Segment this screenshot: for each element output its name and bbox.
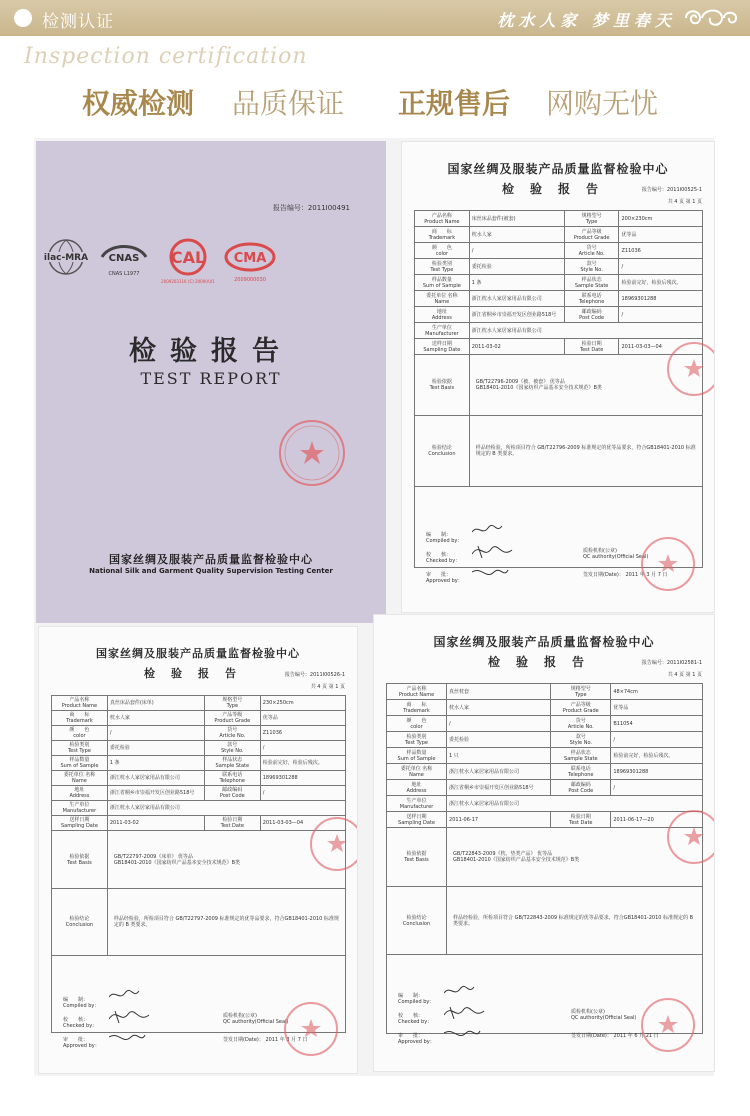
table-label-cell: 样品状态 Sample State [551,748,611,764]
report-number: 报告编号：2011I00525-1 [641,187,702,193]
report-info-table [414,210,703,568]
table-label-cell: 送样日期 Sampling Date [387,812,447,828]
table-value-cell: 230×250cm [260,696,345,711]
table-row [387,887,703,955]
official-seal-icon [638,534,698,594]
table-value-cell: / [107,726,204,741]
table-label-cell: 地址 Address [52,786,108,801]
checked-by-label: 校 核： Checked by： [398,1013,433,1025]
cal-logo-icon [158,237,218,291]
table-row [387,732,703,748]
table-label-cell: 检验日期 Test Date [204,816,260,831]
table-value-cell: 优等品 [611,700,703,716]
table-value-cell: 200×230cm [619,211,703,227]
official-seal-icon [664,807,715,867]
table-row [415,243,703,259]
table-row [387,700,703,716]
checked-by-label: 校 核： Checked by： [63,1017,98,1029]
handwritten-signature-icon [109,1009,153,1027]
table-label-cell: 商 标 Trademark [387,700,447,716]
table-label-cell: 邮政编码 Post Code [204,786,260,801]
table-row [52,741,346,756]
table-label-cell: 地址 Address [415,307,470,323]
table-label-cell: 商 标 Trademark [52,711,108,726]
table-value-cell: 优等品 [619,227,703,243]
handwritten-signature-icon [472,566,516,584]
table-label-cell: 规格型号 Type [204,696,260,711]
table-value-cell: 样品经检验，所检项目符合 GB/T22843-2009 标准规定的优等品要求，符合GB18401-2010 标准规定的 B 类要求。 [447,887,703,955]
table-value-cell: 枕水人家 [447,700,551,716]
table-label-cell: 邮政编码 Post Code [551,780,611,796]
table-value-cell: 浙江省桐乡市崇福开发区创业路518号 [107,786,204,801]
table-value-cell: / [469,243,564,259]
header-banner [0,0,750,36]
table-value-cell: 18969301288 [619,291,703,307]
table-label-cell: 样品数量 Sum of Sample [52,756,108,771]
table-label-cell: 样品数量 Sum of Sample [415,275,470,291]
table-value-cell: / [260,741,345,756]
table-label-cell: 货号 Article No. [564,243,619,259]
table-value-cell: 委托检验 [107,741,204,756]
table-value-cell: 2011-03-03—04 [619,339,703,355]
table-label-cell: 款号 Style No. [204,741,260,756]
ilac-mra-logo-icon [42,237,90,285]
table-value-cell: / [611,780,703,796]
official-seal-icon [638,995,698,1055]
report-page-number: 共 4 页 第 1 页 [667,672,702,678]
sign-date: 签发日期(Date)： 2011 年 3 月 7 日 [583,572,668,578]
table-label-cell: 生产单位 Manufacturer [52,801,108,816]
table-label-cell: 款号 Style No. [551,732,611,748]
script-subtitle: Inspection certification [24,44,308,69]
table-value-cell: 2011-06-17—20 [611,812,703,828]
table-label-cell: 联系电话 Telephone [564,291,619,307]
table-value-cell: 优等品 [260,711,345,726]
table-label-cell: 生产单位 Manufacturer [387,796,447,812]
table-label-cell: 样品状态 Sample State [564,275,619,291]
table-row [52,756,346,771]
table-label-cell: 送样日期 Sampling Date [52,816,108,831]
ilac-logo-text: ilac-MRA [43,253,89,263]
table-label-cell: 规格型号 Type [564,211,619,227]
report-title: 检验报告 [144,667,252,680]
report-page-number: 共 4 页 第 1 页 [667,199,702,205]
official-seal-icon [281,999,341,1059]
table-row [415,259,703,275]
table-label-cell: 颜 色 color [52,726,108,741]
table-label-cell: 委托单位 名称 Name [387,764,447,780]
table-row [52,711,346,726]
table-value-cell: 真丝床品套件(床单) [107,696,204,711]
table-row [52,771,346,786]
compiled-by-label: 编 制： Compiled by： [398,993,435,1005]
table-label-cell: 产品等级 Product Grade [204,711,260,726]
table-label-cell: 检验类别 Test Type [387,732,447,748]
table-value-cell: 浙江枕水人家居家用品有限公司 [447,764,551,780]
table-row [52,726,346,741]
table-label-cell: 产品名称 Product Name [415,211,470,227]
table-label-cell: 联系电话 Telephone [551,764,611,780]
table-value-cell: 浙江枕水人家居家用品有限公司 [447,796,703,812]
cover-title-en: TEST REPORT [140,369,282,388]
table-row [387,828,703,887]
table-value-cell: 1 条 [469,275,564,291]
circle-icon [14,9,32,27]
handwritten-signature-icon [444,1027,488,1045]
table-value-cell: 委托检验 [447,732,551,748]
table-row [52,786,346,801]
cover-title-cn: 检验报告 [129,336,293,367]
cma-logo-text: CMA [233,251,267,266]
qc-seal-label: 质检机构(公章) QC authority(Official Seal) [223,1013,289,1025]
table-label-cell: 检验日期 Test Date [564,339,619,355]
table-value-cell: 浙江枕水人家居家用品有限公司 [107,771,204,786]
handwritten-signature-icon [444,1005,488,1023]
report-page-number: 共 4 页 第 1 页 [310,684,345,690]
table-value-cell: Z11036 [619,243,703,259]
report-center-name: 国家丝绸及服装产品质量监督检验中心 [433,635,655,649]
table-value-cell: 浙江枕水人家居家用品有限公司 [469,323,702,339]
table-row [415,211,703,227]
table-row [415,416,703,487]
table-value-cell: 枕水人家 [469,227,564,243]
table-label-cell: 样品状态 Sample State [204,756,260,771]
handwritten-signature-icon [472,544,516,562]
cnas-logo-icon [96,237,152,291]
table-value-cell: 18969301288 [611,764,703,780]
test-report-page [401,141,715,613]
table-value-cell: 浙江省桐乡市崇福开发区创业路518号 [469,307,564,323]
table-label-cell: 规格型号 Type [551,684,611,700]
table-value-cell: / [619,307,703,323]
handwritten-signature-icon [109,1031,153,1049]
report-center-name: 国家丝绸及服装产品质量监督检验中心 [447,162,669,176]
report-info-table [386,683,703,1034]
table-label-cell: 联系电话 Telephone [204,771,260,786]
test-report-page [38,626,358,1074]
sign-date: 签发日期(Date)： 2011 年 3 月 7 日 [223,1037,308,1043]
table-label-cell: 检验依据 Test Basis [387,828,447,887]
table-label-cell: 检验依据 Test Basis [52,831,108,889]
cma-logo-subtext: 2009000030 [234,277,266,283]
table-value-cell: 18969301288 [260,771,345,786]
table-value-cell: 浙江枕水人家居家用品有限公司 [107,801,345,816]
table-value-cell: 真丝枕套 [447,684,551,700]
table-value-cell: 检验前完好，检验后残次。 [619,275,703,291]
table-label-cell: 生产单位 Manufacturer [415,323,470,339]
table-row [387,684,703,700]
qc-seal-label: 质检机构(公章) QC authority(Official Seal) [583,548,649,560]
approved-by-label: 审 批： Approved by： [63,1037,100,1049]
report-cover [36,141,386,623]
table-label-cell: 货号 Article No. [204,726,260,741]
slogan-worry-free: 网购无忧 [546,87,659,120]
table-label-cell: 货号 Article No. [551,716,611,732]
table-label-cell: 产品等级 Product Grade [551,700,611,716]
table-row [52,816,346,831]
sign-date: 签发日期(Date)： 2011 年 6 月 21 日 [571,1033,659,1039]
table-row [415,323,703,339]
table-value-cell: 样品经检验，所检项目符合 GB/T22796-2009 标准规定的优等品要求，符合GB18401-2010 标准规定的 B 类要求。 [469,416,702,487]
table-row [387,748,703,764]
compiled-by-label: 编 制： Compiled by： [63,997,100,1009]
official-seal-icon [664,339,715,399]
compiled-by-label: 编 制： Compiled by： [426,532,463,544]
table-value-cell: 枕水人家 [107,711,204,726]
table-label-cell: 检验结论 Conclusion [387,887,447,955]
handwritten-signature-icon [472,524,516,542]
official-seal-icon [276,417,348,489]
cover-center-cn: 国家丝绸及服装产品质量监督检验中心 [109,553,313,566]
table-label-cell: 检验类别 Test Type [52,741,108,756]
approved-by-label: 审 批： Approved by： [426,572,463,584]
official-seal-icon [307,814,358,874]
table-row [387,716,703,732]
table-value-cell: / [260,786,345,801]
table-label-cell: 颜 色 color [387,716,447,732]
table-row [387,796,703,812]
report-title: 检验报告 [501,182,614,196]
table-value-cell: 2011-03-02 [469,339,564,355]
table-label-cell: 地址 Address [387,780,447,796]
table-label-cell: 检验结论 Conclusion [415,416,470,487]
report-number: 报告编号：2011I00526-1 [284,672,345,678]
table-row [415,227,703,243]
cal-logo-subtext: 2009203116 (C) 2009(A)I1 [161,279,215,284]
cover-center-en: National Silk and Garment Quality Supervision Testing Center [89,567,333,575]
report-info-table [51,695,346,1033]
table-label-cell: 检验类别 Test Type [415,259,470,275]
table-label-cell: 商 标 Trademark [415,227,470,243]
table-row [415,307,703,323]
cnas-logo-text: CNAS [108,253,140,264]
slogan-quality: 品质保证 [232,87,345,120]
table-row [387,780,703,796]
handwritten-signature-icon [444,985,488,1003]
table-row [387,812,703,828]
table-row [415,275,703,291]
table-label-cell: 检验结论 Conclusion [52,889,108,956]
slogan-row [0,76,750,126]
table-value-cell: 样品经检验，所检项目符合 GB/T22797-2009 标准规定的优等品要求，符合GB18401-2010 标准规定的 B 类要求。 [107,889,345,956]
table-label-cell: 产品等级 Product Grade [564,227,619,243]
table-value-cell: 1 只 [447,748,551,764]
table-row [52,801,346,816]
cma-logo-icon [220,237,282,291]
table-value-cell: 检验前完好，检验后残次。 [611,748,703,764]
table-label-cell: 检验日期 Test Date [551,812,611,828]
report-title: 检验报告 [487,655,600,669]
table-value-cell: / [611,732,703,748]
slogan-aftersales: 正规售后 [398,87,511,120]
table-label-cell: 检验依据 Test Basis [415,355,470,416]
cal-logo-text: CAL [170,248,206,267]
table-value-cell: / [619,259,703,275]
handwritten-signature-icon [109,989,153,1007]
header-slogan: 枕水人家 梦里春天 [497,11,676,30]
table-value-cell: Z11036 [260,726,345,741]
table-label-cell: 送样日期 Sampling Date [415,339,470,355]
report-number: 报告编号：2011I02581-1 [641,660,702,666]
table-label-cell: 样品数量 Sum of Sample [387,748,447,764]
table-value-cell: B11054 [611,716,703,732]
table-value-cell: 2011-03-02 [107,816,204,831]
table-label-cell: 款号 Style No. [564,259,619,275]
table-value-cell: GB/T22796-2009《被、被套》 优等品 GB18401-2010《国家纺织产品基本安全技术规范》B类 [469,355,702,416]
table-label-cell: 委托单位 名称 Name [52,771,108,786]
test-report-page [373,614,715,1072]
table-label-cell: 邮政编码 Post Code [564,307,619,323]
approved-by-label: 审 批： Approved by： [398,1033,435,1045]
table-row [415,339,703,355]
table-value-cell: / [447,716,551,732]
report-center-name: 国家丝绸及服装产品质量监督检验中心 [96,647,300,660]
table-row [52,696,346,711]
cloud-ornament-icon [682,5,740,31]
table-row [52,889,346,956]
table-value-cell: 浙江省桐乡市崇福开发区创业路518号 [447,780,551,796]
table-value-cell: GB/T22843-2009《枕、垫类产品》 优等品 GB18401-2010《国家纺织产品基本安全技术规范》B类 [447,828,703,887]
table-value-cell: 1 条 [107,756,204,771]
checked-by-label: 校 核： Checked by： [426,552,461,564]
table-label-cell: 委托单位 名称 Name [415,291,470,307]
table-value-cell: GB/T22797-2009《床单》 优等品 GB18401-2010《国家纺织产品基本安全技术规范》B类 [107,831,345,889]
table-value-cell: 2011-06-17 [447,812,551,828]
table-value-cell: 浙江枕水人家居家用品有限公司 [469,291,564,307]
table-value-cell: 床丝床品套件(被套) [469,211,564,227]
slogan-authority: 权威检测 [82,87,195,120]
table-value-cell: 2011-03-03—04 [260,816,345,831]
cover-report-number: 报告编号：2011I00491 [272,204,350,212]
table-label-cell: 颜 色 color [415,243,470,259]
table-value-cell: 检验前完好，检验后残次。 [260,756,345,771]
table-row [415,291,703,307]
cnas-logo-subtext: CNAS L1977 [108,271,140,277]
table-label-cell: 产品名称 Product Name [387,684,447,700]
qc-seal-label: 质检机构(公章) QC authority(Official Seal) [571,1009,637,1021]
table-value-cell: 委托检验 [469,259,564,275]
header-title: 检测认证 [42,12,114,32]
table-label-cell: 产品名称 Product Name [52,696,108,711]
table-row [415,355,703,416]
table-value-cell: 48×74cm [611,684,703,700]
table-row [52,831,346,889]
table-row [387,764,703,780]
